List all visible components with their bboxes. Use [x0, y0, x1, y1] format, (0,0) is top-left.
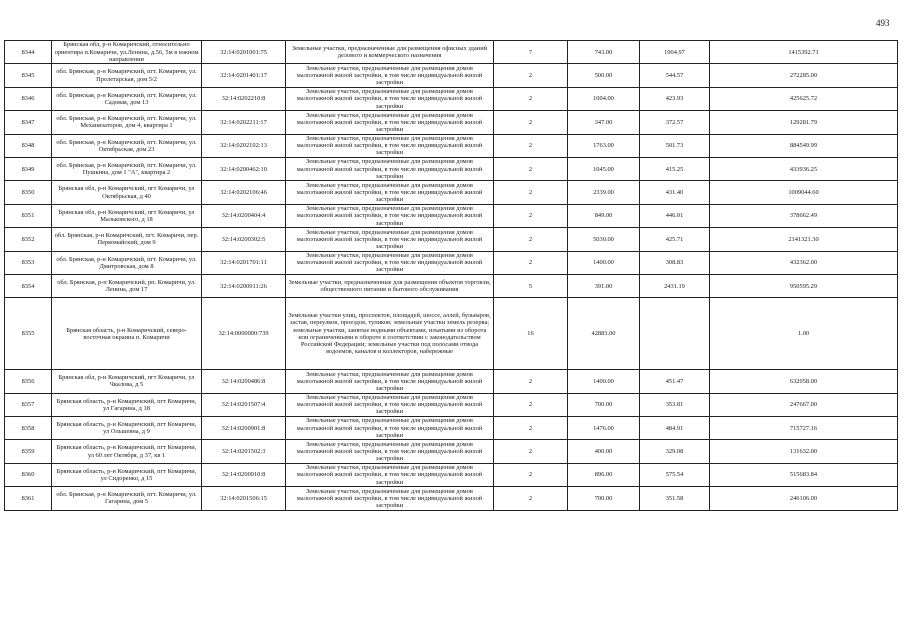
specific-value-cell: 575.54	[640, 463, 710, 486]
permitted-use-cell: Земельные участки, предназначенные для размещения домов малоэтажной жилой застройки, в том числе индивидуальной жилой застройки	[286, 134, 494, 157]
cadastral-number-cell: 32:14:0200404:4	[202, 204, 286, 227]
permitted-use-cell: Земельные участки, предназначенные для размещения домов малоэтажной жилой застройки, в том числе индивидуальной жилой застройки	[286, 487, 494, 510]
permitted-use-cell: Земельные участки, предназначенные для размещения домов малоэтажной жилой застройки, в том числе индивидуальной жилой застройки	[286, 393, 494, 416]
cadastral-number-cell: 32:14:0201701:11	[202, 251, 286, 274]
table-row	[5, 487, 898, 510]
address-cell: обл. Брянская, р-н Комаричский, пгт. Комаричи, ул. Дмитровская, дом 8	[52, 251, 202, 274]
address-cell: Брянская обл, р-н Комаричский, пгт Комаричи, ул Чкалова, д 5	[52, 370, 202, 393]
address-cell: обл. Брянская, р-н Комаричский, рп. Комаричи, ул. Ленина, дом 17	[52, 274, 202, 297]
table-row	[5, 417, 898, 440]
cadastral-number-cell: 32:14:0201507:4	[202, 393, 286, 416]
table-row	[5, 393, 898, 416]
address-cell: обл. Брянская, р-н Комаричский, пгт. Комаричи, ул. Октябрьская, дом 23	[52, 134, 202, 157]
table-row	[5, 440, 898, 463]
area-cell: 1400.00	[568, 251, 640, 274]
category-code-cell: 2	[494, 134, 568, 157]
row-number-cell: 8358	[5, 417, 52, 440]
table-row	[5, 251, 898, 274]
table-row	[5, 134, 898, 157]
address-cell: обл. Брянская, р-н Комаричский, пгт. Комаричи, ул. Садовая, дом 13	[52, 87, 202, 110]
row-number-cell: 8351	[5, 204, 52, 227]
cadastral-number-cell: 32:14:0202210:8	[202, 87, 286, 110]
specific-value-cell: 451.47	[640, 370, 710, 393]
address-cell: Брянская область, р-н Комаричский, пгт Комаричи, ул Сидоренко, д 15	[52, 463, 202, 486]
row-number-cell: 8360	[5, 463, 52, 486]
table-row	[5, 64, 898, 87]
row-number-cell: 8355	[5, 298, 52, 370]
cadastral-number-cell: 32:14:0200302:5	[202, 228, 286, 251]
row-number-cell: 8344	[5, 41, 52, 64]
specific-value-cell: 372.57	[640, 111, 710, 134]
permitted-use-cell: Земельные участки, предназначенные для размещения домов малоэтажной жилой застройки, в том числе индивидуальной жилой застройки	[286, 111, 494, 134]
cadastral-value-cell: 425625.72	[710, 87, 898, 110]
table-row	[5, 228, 898, 251]
cadastral-value-cell: 2141321.30	[710, 228, 898, 251]
cadastral-value-cell: 131632.00	[710, 440, 898, 463]
category-code-cell: 2	[494, 111, 568, 134]
table-row	[5, 370, 898, 393]
address-cell: обл. Брянская, р-н Комаричский, пгт. Комаричи, ул. Механизаторов, дом 4, квартира 1	[52, 111, 202, 134]
category-code-cell: 2	[494, 157, 568, 180]
row-number-cell: 8356	[5, 370, 52, 393]
address-cell: Брянская обл, р-н Комаричский, относительно ориентира п.Комаричи, ул.Ленина, д.56, 5м в южном направлении	[52, 41, 202, 64]
permitted-use-cell: Земельные участки, предназначенные для размещения домов малоэтажной жилой застройки, в том числе индивидуальной жилой застройки	[286, 87, 494, 110]
area-cell: 743.00	[568, 41, 640, 64]
category-code-cell: 2	[494, 251, 568, 274]
category-code-cell: 5	[494, 274, 568, 297]
permitted-use-cell: Земельные участки, предназначенные для размещения домов малоэтажной жилой застройки, в том числе индивидуальной жилой застройки	[286, 417, 494, 440]
cadastral-value-cell: 247667.00	[710, 393, 898, 416]
permitted-use-cell: Земельные участки, предназначенные для размещения домов малоэтажной жилой застройки, в том числе индивидуальной жилой застройки	[286, 181, 494, 204]
table-row	[5, 111, 898, 134]
permitted-use-cell: Земельные участки, предназначенные для размещения офисных зданий делового и коммерческого назначения	[286, 41, 494, 64]
permitted-use-cell: Земельные участки, предназначенные для размещения объектов торговли, общественного питания и бытового обслуживания	[286, 274, 494, 297]
address-cell: Брянская область, р-н Комаричский, северо-восточная окраина п. Комаричи	[52, 298, 202, 370]
cadastral-number-cell: 32:14:0201506:15	[202, 487, 286, 510]
category-code-cell: 2	[494, 87, 568, 110]
cadastral-number-cell: 32:14:0201001:75	[202, 41, 286, 64]
specific-value-cell	[640, 298, 710, 370]
row-number-cell: 8361	[5, 487, 52, 510]
row-number-cell: 8345	[5, 64, 52, 87]
cadastral-value-cell: 1.00	[710, 298, 898, 370]
specific-value-cell: 351.58	[640, 487, 710, 510]
cadastral-number-cell: 32:14:0200910:8	[202, 463, 286, 486]
table-row	[5, 274, 898, 297]
cadastral-number-cell: 32:14:0201502:3	[202, 440, 286, 463]
area-cell: 5030.00	[568, 228, 640, 251]
area-cell: 700.00	[568, 487, 640, 510]
category-code-cell: 2	[494, 487, 568, 510]
address-cell: Брянская обл, р-н Комаричский, пгт Комаричи, ул Октябрьская, д 40	[52, 181, 202, 204]
address-cell: обл. Брянская, р-н Комаричский, пгт. Комаричи, ул. Пролетарская, дом 5/2	[52, 64, 202, 87]
cadastral-value-cell: 378662.49	[710, 204, 898, 227]
row-number-cell: 8347	[5, 111, 52, 134]
cadastral-value-table	[4, 40, 898, 511]
specific-value-cell: 353.81	[640, 393, 710, 416]
table-row	[5, 87, 898, 110]
specific-value-cell: 308.83	[640, 251, 710, 274]
category-code-cell: 2	[494, 370, 568, 393]
cadastral-value-cell: 272285.00	[710, 64, 898, 87]
category-code-cell: 2	[494, 440, 568, 463]
cadastral-value-cell: 950595.29	[710, 274, 898, 297]
cadastral-value-cell: 715727.16	[710, 417, 898, 440]
table-body	[5, 41, 898, 511]
area-cell: 391.00	[568, 274, 640, 297]
area-cell: 400.00	[568, 440, 640, 463]
cadastral-value-cell: 632058.00	[710, 370, 898, 393]
cadastral-value-cell: 1415392.71	[710, 41, 898, 64]
area-cell: 1476.00	[568, 417, 640, 440]
specific-value-cell: 544.57	[640, 64, 710, 87]
permitted-use-cell: Земельные участки, предназначенные для размещения домов малоэтажной жилой застройки, в том числе индивидуальной жилой застройки	[286, 204, 494, 227]
area-cell: 1400.00	[568, 370, 640, 393]
cadastral-number-cell: 32:14:0200911:26	[202, 274, 286, 297]
row-number-cell: 8346	[5, 87, 52, 110]
area-cell: 1004.00	[568, 87, 640, 110]
specific-value-cell: 329.08	[640, 440, 710, 463]
category-code-cell: 2	[494, 417, 568, 440]
cadastral-number-cell: 32:14:0202106:46	[202, 181, 286, 204]
category-code-cell: 2	[494, 463, 568, 486]
cadastral-value-cell: 433936.25	[710, 157, 898, 180]
area-cell: 347.00	[568, 111, 640, 134]
specific-value-cell: 423.93	[640, 87, 710, 110]
area-cell: 42883.00	[568, 298, 640, 370]
specific-value-cell: 446.01	[640, 204, 710, 227]
row-number-cell: 8349	[5, 157, 52, 180]
permitted-use-cell: Земельные участки, предназначенные для размещения домов малоэтажной жилой застройки, в том числе индивидуальной жилой застройки	[286, 440, 494, 463]
page-number: 493	[876, 18, 890, 28]
specific-value-cell: 484.91	[640, 417, 710, 440]
cadastral-value-cell: 515683.84	[710, 463, 898, 486]
permitted-use-cell: Земельные участки улиц, проспектов, площадей, шоссе, аллей, бульваров, застав, переулков, проездов, тупиков; земельные участки земель резерва; земельные участки, занятые водными объектами, изъятыми из оборота или ограниченными в обороте в соответствии с законодательством Российской Федерации; земельные участки под полосами отвода водоемов, каналов и коллекторов, набережные	[286, 298, 494, 370]
row-number-cell: 8348	[5, 134, 52, 157]
cadastral-number-cell: 32:14:0200462:10	[202, 157, 286, 180]
address-cell: Брянская область, р-н Комаричский, пгт Комаричи, ул Ольшевна, д 9	[52, 417, 202, 440]
category-code-cell: 2	[494, 64, 568, 87]
area-cell: 1763.00	[568, 134, 640, 157]
address-cell: обл. Брянская, р-н Комаричский, пгт. Комаричи, ул. Гагарина, дом 5	[52, 487, 202, 510]
table-row	[5, 41, 898, 64]
row-number-cell: 8354	[5, 274, 52, 297]
permitted-use-cell: Земельные участки, предназначенные для размещения домов малоэтажной жилой застройки, в том числе индивидуальной жилой застройки	[286, 251, 494, 274]
cadastral-value-cell: 432362.00	[710, 251, 898, 274]
area-cell: 700.00	[568, 393, 640, 416]
address-cell: Брянская область, р-н Комаричский, пгт Комаричи, ул Гагарина, д 18	[52, 393, 202, 416]
cadastral-value-cell: 246106.00	[710, 487, 898, 510]
permitted-use-cell: Земельные участки, предназначенные для размещения домов малоэтажной жилой застройки, в том числе индивидуальной жилой застройки	[286, 157, 494, 180]
category-code-cell: 2	[494, 204, 568, 227]
table-row	[5, 298, 898, 370]
row-number-cell: 8357	[5, 393, 52, 416]
address-cell: Брянская область, р-н Комаричский, пгт Комаричи, ул 60 лет Октября, д 37, кв 1	[52, 440, 202, 463]
category-code-cell: 2	[494, 181, 568, 204]
table-row	[5, 204, 898, 227]
permitted-use-cell: Земельные участки, предназначенные для размещения домов малоэтажной жилой застройки, в том числе индивидуальной жилой застройки	[286, 370, 494, 393]
row-number-cell: 8352	[5, 228, 52, 251]
area-cell: 849.00	[568, 204, 640, 227]
specific-value-cell: 431.40	[640, 181, 710, 204]
permitted-use-cell: Земельные участки, предназначенные для размещения домов малоэтажной жилой застройки, в том числе индивидуальной жилой застройки	[286, 228, 494, 251]
area-cell: 1045.00	[568, 157, 640, 180]
area-cell: 896.00	[568, 463, 640, 486]
cadastral-value-cell: 129281.79	[710, 111, 898, 134]
row-number-cell: 8359	[5, 440, 52, 463]
address-cell: обл. Брянская, р-н Комаричский, пгт. Комаричи, пер. Первомайский, дом 9	[52, 228, 202, 251]
cadastral-number-cell: 32:14:0201401:17	[202, 64, 286, 87]
specific-value-cell: 425.71	[640, 228, 710, 251]
row-number-cell: 8350	[5, 181, 52, 204]
cadastral-number-cell: 32:14:0202102:13	[202, 134, 286, 157]
row-number-cell: 8353	[5, 251, 52, 274]
cadastral-number-cell: 32:14:0200901:8	[202, 417, 286, 440]
specific-value-cell: 2431.19	[640, 274, 710, 297]
specific-value-cell: 1904.97	[640, 41, 710, 64]
area-cell: 2339.00	[568, 181, 640, 204]
address-cell: обл. Брянская, р-н Комаричский, пгт. Комаричи, ул. Пушкина, дом 1 "А", квартира 2	[52, 157, 202, 180]
table-row	[5, 463, 898, 486]
cadastral-number-cell: 32:14:0000000:739	[202, 298, 286, 370]
permitted-use-cell: Земельные участки, предназначенные для размещения домов малоэтажной жилой застройки, в том числе индивидуальной жилой застройки	[286, 463, 494, 486]
cadastral-number-cell: 32:14:0200486:8	[202, 370, 286, 393]
area-cell: 500.00	[568, 64, 640, 87]
category-code-cell: 2	[494, 228, 568, 251]
cadastral-number-cell: 32:14:0202211:17	[202, 111, 286, 134]
table-row	[5, 181, 898, 204]
address-cell: Брянская обл, р-н Комаричский, пгт Комаричи, ул Мальковского, д 18	[52, 204, 202, 227]
category-code-cell: 16	[494, 298, 568, 370]
specific-value-cell: 501.73	[640, 134, 710, 157]
table-row	[5, 157, 898, 180]
cadastral-value-cell: 1009044.60	[710, 181, 898, 204]
specific-value-cell: 415.25	[640, 157, 710, 180]
cadastral-value-cell: 884549.99	[710, 134, 898, 157]
category-code-cell: 2	[494, 393, 568, 416]
category-code-cell: 7	[494, 41, 568, 64]
permitted-use-cell: Земельные участки, предназначенные для размещения домов малоэтажной жилой застройки, в том числе индивидуальной жилой застройки	[286, 64, 494, 87]
